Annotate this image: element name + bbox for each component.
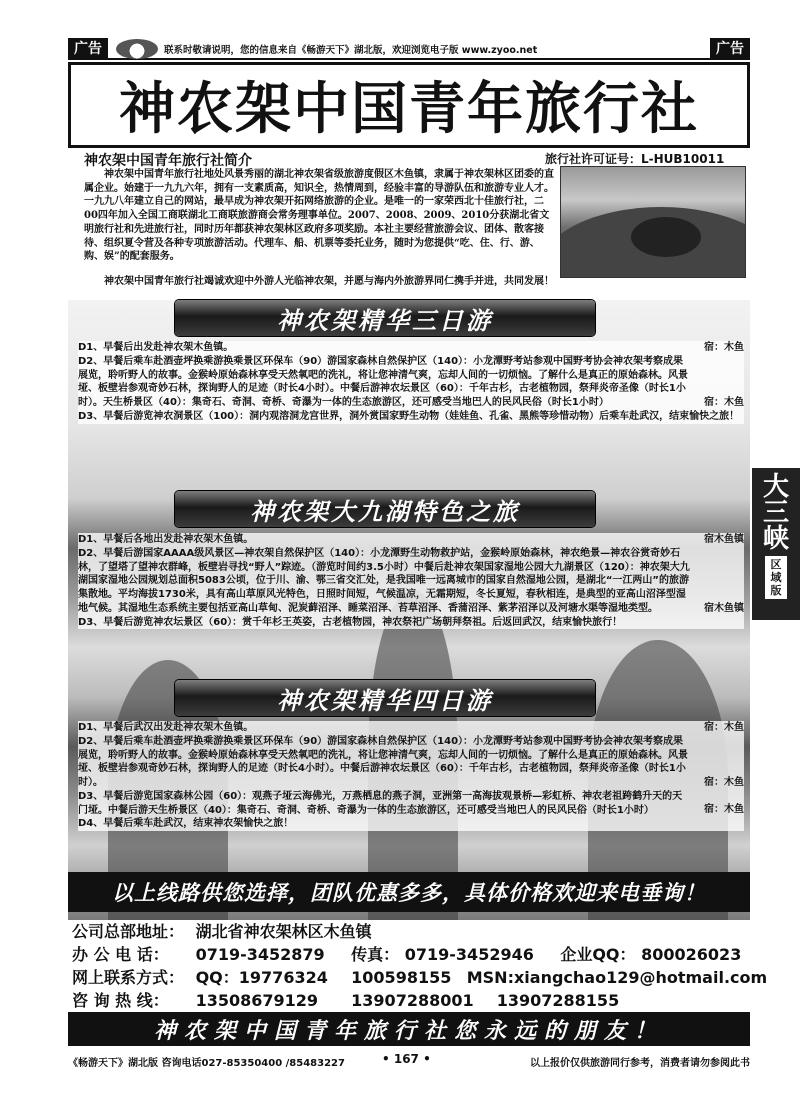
contact-label: 咨 询 热 线：: [72, 991, 169, 1010]
contact-label: 办 公 电 话：: [72, 945, 169, 964]
ad-tag-left: 广告: [68, 38, 108, 60]
itinerary-text: D1、早餐后武汉出发赴神农架木鱼镇。: [78, 722, 254, 733]
stay-label: 宿：木鱼: [704, 722, 744, 733]
tour-banner-3: 神农架精华四日游: [175, 680, 595, 716]
itinerary-line: [78, 602, 744, 616]
page-title: 神农架中国青年旅行社: [119, 76, 699, 142]
itinerary-line: [78, 410, 744, 424]
fax-label: 传真：: [351, 945, 400, 964]
contact-label: 公司总部地址：: [72, 922, 185, 941]
itinerary-line: [78, 396, 744, 410]
footer-left: 《畅游天下》湖北版 咨询电话027-85350400 /85483227: [68, 1058, 345, 1069]
fax-number: 0719-3452946: [404, 945, 534, 964]
hotline-1[interactable]: 13508679129: [195, 991, 319, 1010]
stay-label: 宿：木鱼: [704, 776, 744, 788]
stay-label: 宿：木鱼: [704, 342, 744, 353]
intro-paragraph: 神农架中国青年旅行社地处风景秀丽的湖北神农架省级旅游度假区木鱼镇，隶属于神农架林区团委的直属企业。始建于一九九六年，拥有一支素质高，知识全，热情周到，经验丰富的导游队伍和旅游专业人才。一九九八年建立自己的网站，最早成为神农架开拓网络旅游的企业。是唯一的一家荣西北十佳旅行社，二00四年加入全国工商联湖北工商联旅游商会常务理事单位。2007、2008、2009、2010分获湖北省文明旅行社和先进旅行社，同时历年都获神农架林区政府多项奖励。本社主要经营旅游会议、团体、散客接待、组织夏令营及各种专项旅游活动。代理车、船、机票等委托业务，随时为您提供“吃、住、行、游、购、娱”的配套服务。: [84, 169, 554, 263]
itinerary-line: [78, 341, 744, 355]
itinerary-line: [78, 721, 744, 735]
itinerary-line: [78, 533, 744, 547]
address-value: 湖北省神农架林区木鱼镇: [195, 922, 372, 941]
contact-hotline: [72, 988, 752, 1011]
itinerary-text: D4、早餐后乘车赴武汉，结束神农架愉快之旅！: [78, 818, 294, 830]
landscape-photo: [560, 166, 746, 278]
itinerary-text: D2、早餐后游国家AAAA级风景区—神农架自然保护区（140）：小龙潭野生动物救护站，金猴岭原始森林，神农绝景—神农谷赏奇妙石林，了望塔了望神农群峰，板壁岩寻找“野人”踪迹。（游览时间约3.5小时）中餐后赴神农架国家湿地公园大九湖景区（120）：神农架大九湖国家湿地公园规划总面积5083公顷，位于川、渝、鄂三省交汇处，是我国唯一远离城市的国家自然湿地公园，是湖北“一江两山”的旅游集散地。平均海拔1730米，具有高山草原风光特色，日照时间短，气候温凉，无霜期短，冬长夏短，春秋相连，是典型的亚高山沼泽型湿地气候。其湿地生态系统主要包括亚高山草甸、泥炭藓沼泽、睡菜沼泽、苔草沼泽、香蒲沼泽、紫茅沼泽以及河塘水渠等湿地类型。: [78, 547, 690, 614]
itinerary-text: D3、早餐后游览国家森林公园（60）：观燕子垭云海佛光，万燕栖息的燕子洞，亚洲第一高海拔观景桥—彩虹桥、神农老祖跨鹤升天的天门垭。中餐后游天生桥景区（40）：集奇石、奇洞、奇桥、奇瀑为一体的生态旅游区，还可感受当地巴人的民风民俗（时长1小时）: [78, 790, 683, 816]
title-box: [68, 62, 750, 148]
footer-disclaimer: 以上报价仅供旅游同行参考，消费者请勿参阅此书: [530, 1058, 750, 1069]
tour-itinerary-2: [78, 533, 744, 629]
qq-label: 企业QQ：: [560, 945, 636, 964]
stay-label: 宿木鱼镇: [704, 534, 744, 545]
source-notice: 联系时敬请说明，您的信息来自《畅游天下》湖北版，欢迎浏览电子版 www.zyoo.net: [164, 45, 538, 56]
qq-number[interactable]: QQ：19776324: [195, 968, 328, 987]
itinerary-text: D2、早餐后乘车赴酒壶坪换乘游换乘景区环保车（90）游国家森林自然保护区（140）：小龙潭野考站参观中国野考协会神农架考察成果展览，聆听野人的故事。金猴岭原始森林享受天然氧吧的洗礼，将让您神清气爽，忘却人间的一切烦恼。了解什么是真正的原始森林。风景垭、板壁岩参观奇妙石林，探询野人的足迹（时长4小时）。中餐后游神农坛景区（60）：千年古杉，古老植物园，祭拜炎帝圣像（时长1小时）。天生桥景区（40）：集奇石、奇洞、奇桥、奇瀑为一体的生态旅游区，还可感受当地巴人的民风民俗（时长1小时）: [78, 355, 688, 409]
stay-label: 宿：木鱼: [704, 804, 744, 816]
top-ad-bar: [68, 38, 750, 60]
itinerary-line: [78, 817, 744, 831]
tour-itinerary-1: [78, 341, 744, 424]
itinerary-line: [78, 803, 744, 817]
hotline-3[interactable]: 13907288155: [496, 991, 620, 1010]
itinerary-text: D2、早餐后乘车赴酒壶坪换乘游换乘景区环保车（90）游国家森林自然保护区（140）：小龙潭野考站参观中国野考协会神农架考察成果展览，聆听野人的故事。金猴岭原始森林享受天然氧吧的洗礼，将让您神清气爽，忘却人间的一切烦恼。了解什么是真正的原始森林。风景垭、板壁岩参观奇妙石林，探询野人的足迹（时长4小时）。中餐后游神农坛景区（60）：千年古杉，古老植物园，祭拜炎帝圣像（时长1小时）。: [78, 735, 688, 789]
stay-label: 宿：木鱼: [704, 396, 744, 408]
ad-tag-right: 广告: [710, 38, 750, 60]
itinerary-text: D3、早餐后游览神农坛景区（60）：赏千年杉王英姿，古老植物园，神农祭祀广场朝拜祭祖。后返回武汉，结束愉快旅行！: [78, 616, 623, 628]
contact-label: 网上联系方式：: [72, 968, 185, 987]
office-phone[interactable]: 0719-3452879: [195, 945, 325, 964]
stay-label: 宿木鱼镇: [704, 602, 744, 614]
tour-banner-1: 神农架精华三日游: [175, 300, 595, 336]
side-tab-subtitle: 区域版: [765, 556, 787, 599]
contact-phone: [72, 942, 752, 965]
intro-closing-paragraph: 神农架中国青年旅行社竭诚欢迎中外游人光临神农架，并愿与海内外旅游界同仁携手并进，共同发展！: [104, 276, 554, 287]
page-number: • 167 •: [382, 1052, 431, 1066]
msn-address[interactable]: MSN:xiangchao129@hotmail.com: [466, 968, 768, 987]
itinerary-line: [78, 616, 744, 630]
itinerary-line: [78, 776, 744, 790]
qq-number-2[interactable]: 100598155: [351, 968, 452, 987]
intro-heading: 神农架中国青年旅行社简介: [84, 153, 252, 169]
contact-online: [72, 965, 768, 988]
itinerary-text: D1、早餐后出发赴神农架木鱼镇。: [78, 342, 234, 353]
slogan-bar: 以上线路供您选择，团队优惠多多，具体价格欢迎来电垂询！: [68, 872, 750, 912]
sun-logo-icon: [116, 39, 158, 59]
contact-address: [72, 919, 752, 942]
company-qq[interactable]: 800026023: [641, 945, 742, 964]
tour-itinerary-3: [78, 721, 744, 831]
tree-shape: [631, 217, 701, 257]
tour-banner-2: 神农架大九湖特色之旅: [175, 491, 595, 527]
region-side-tab: [752, 468, 800, 620]
itinerary-text: D1、早餐后各地出发赴神农架木鱼镇。: [78, 534, 254, 545]
motto-bar: 神农架中国青年旅行社您永远的朋友！: [68, 1012, 750, 1046]
side-tab-title: 大三峡: [763, 472, 790, 554]
hotline-2[interactable]: 13907288001: [351, 991, 474, 1010]
itinerary-text: D3、早餐后游览神农洞景区（100）：洞内观溶洞龙宫世界，洞外赏国家野生动物（娃娃鱼、孔雀、黑熊等珍惜动物）后乘车赴武汉，结束愉快之旅！: [78, 410, 740, 422]
license-number: 旅行社许可证号：L-HUB10011: [545, 152, 725, 166]
